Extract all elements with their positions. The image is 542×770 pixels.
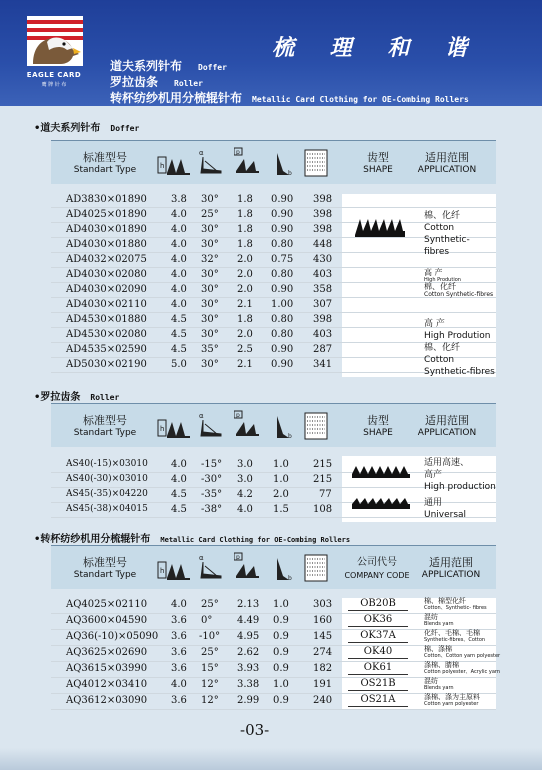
cell-rib: 0.90 — [271, 194, 294, 205]
cell-rib: 0.9 — [273, 647, 289, 658]
col-model-cn: 标准型号 — [83, 556, 127, 569]
cell-density: 108 — [313, 504, 333, 515]
col-application-cn: 适用范围 — [425, 414, 469, 427]
cell-angle: 35° — [201, 344, 219, 355]
cell-density: 215 — [313, 459, 333, 470]
tooth-angle-icon — [199, 410, 225, 440]
col-shape-cn: 齿型 — [367, 414, 389, 427]
col-application — [407, 151, 487, 177]
header-line-en: Doffer — [198, 63, 227, 72]
cell-model: AD3830×01890 — [66, 194, 147, 205]
cell-model: AQ3612×03090 — [66, 695, 148, 706]
tooth-angle-icon — [199, 552, 225, 582]
cell-rib: 1.0 — [273, 679, 289, 690]
cell-height: 4.5 — [171, 329, 187, 340]
cell-model: AD4030×02110 — [66, 299, 147, 310]
cell-height: 4.5 — [171, 344, 187, 355]
svg-text:α: α — [199, 412, 204, 420]
cell-angle: 25° — [201, 647, 219, 658]
cell-angle: 30° — [201, 359, 219, 370]
cell-height: 4.0 — [171, 299, 187, 310]
cell-pitch: 2.0 — [237, 329, 253, 340]
cell-rib: 0.9 — [273, 631, 289, 642]
cell-height: 4.5 — [171, 489, 187, 500]
header-line-en: Metallic Card Clothing for OE-Combing Rollers — [252, 95, 469, 104]
col-model — [65, 556, 145, 582]
cell-density: 403 — [313, 269, 333, 280]
cell-density: 160 — [313, 615, 333, 626]
cell-model: AD4030×01890 — [66, 224, 147, 235]
oe-application: 混纺 Blends yarn — [424, 613, 454, 627]
svg-text:h: h — [160, 567, 165, 575]
tooth-pitch-icon — [234, 147, 260, 177]
cell-pitch: 2.5 — [237, 344, 253, 355]
cell-rib: 1.5 — [273, 504, 289, 515]
header-title: 梳 理 和 谐 — [272, 36, 481, 61]
svg-text:α: α — [199, 554, 204, 562]
cell-rib: 1.0 — [273, 459, 289, 470]
brand-name: EAGLE CARD — [26, 71, 82, 79]
cell-height: 3.6 — [171, 647, 187, 658]
cell-density: 341 — [313, 359, 333, 370]
brand-name-cn: 鹰 牌 针 布 — [41, 82, 67, 88]
cell-rib: 0.80 — [271, 329, 294, 340]
col-model-en: Standart Type — [73, 428, 137, 438]
oe-application: 涤棉、涤为主原料 Cotton yarn polyester — [424, 693, 480, 707]
table-row — [51, 193, 496, 208]
cell-model: AS40(-30)×03010 — [66, 474, 148, 484]
col-model-en: Standart Type — [73, 165, 137, 175]
col-shape — [353, 414, 403, 440]
cell-model: AD5030×02190 — [66, 359, 147, 370]
cell-height: 4.5 — [171, 314, 187, 325]
cell-height: 3.8 — [171, 194, 187, 205]
cell-height: 4.0 — [171, 254, 187, 265]
cell-height: 5.0 — [171, 359, 187, 370]
cell-pitch: 4.0 — [237, 504, 253, 515]
cell-model: AS45(-35)×04220 — [66, 489, 148, 499]
cell-height: 3.6 — [171, 663, 187, 674]
tooth-angle-icon — [199, 147, 225, 177]
cell-pitch: 4.2 — [237, 489, 253, 500]
col-application-cn: 适用范围 — [429, 556, 473, 569]
cell-rib: 0.80 — [271, 314, 294, 325]
cell-rib: 2.0 — [273, 489, 289, 500]
cell-model: AS45(-38)×04015 — [66, 504, 148, 514]
company-code: OS21B — [348, 678, 408, 691]
cell-model: AD4530×02080 — [66, 329, 147, 340]
cell-pitch: 1.8 — [237, 209, 253, 220]
cell-rib: 1.00 — [271, 299, 294, 310]
cell-model: AQ4025×02110 — [66, 599, 148, 610]
cell-density: 403 — [313, 329, 333, 340]
cell-pitch: 2.99 — [237, 695, 260, 706]
cell-rib: 0.90 — [271, 284, 294, 295]
cell-model: AQ3600×04590 — [66, 615, 148, 626]
points-density-icon — [304, 554, 328, 582]
roller-tooth-shape-1-icon — [352, 464, 410, 478]
roller-table-header — [51, 403, 496, 447]
cell-density: 191 — [313, 679, 333, 690]
cell-density: 307 — [313, 299, 333, 310]
doffer-application-3: 高 产 High Prodution 棉、化纤 Cotton Synthetic-fibres — [424, 319, 495, 377]
section-title-en: Roller — [90, 393, 120, 402]
oe-application: 化纤、毛棉、毛棉 Synthetic-fibres、Cotton — [424, 629, 486, 643]
svg-text:p: p — [236, 554, 240, 561]
oe-application: 棉、涤棉 Cotton、Cotton yarn polyester — [424, 645, 501, 659]
cell-rib: 0.9 — [273, 615, 289, 626]
roller-section-title — [34, 388, 119, 403]
cell-model: AD4032×02075 — [66, 254, 147, 265]
cell-density: 77 — [319, 489, 332, 500]
col-application-en: APPLICATION — [417, 165, 477, 175]
cell-angle: 30° — [201, 299, 219, 310]
cell-pitch: 3.38 — [237, 679, 260, 690]
cell-rib: 1.0 — [273, 474, 289, 485]
col-model — [65, 414, 145, 440]
cell-model: AQ4012×03410 — [66, 679, 148, 690]
cell-rib: 1.0 — [273, 599, 289, 610]
cell-pitch: 4.49 — [237, 615, 260, 626]
rib-width-icon — [273, 554, 295, 584]
cell-angle: 12° — [201, 695, 219, 706]
cell-density: 448 — [313, 239, 333, 250]
cell-density: 358 — [313, 284, 333, 295]
cell-density: 303 — [313, 599, 333, 610]
cell-pitch: 1.8 — [237, 194, 253, 205]
col-model-en: Standart Type — [73, 570, 137, 580]
cell-pitch: 2.0 — [237, 254, 253, 265]
col-code-en: COMPANY CODE — [344, 571, 410, 580]
col-shape-en: SHAPE — [363, 428, 393, 438]
cell-pitch: 2.13 — [237, 599, 260, 610]
col-shape — [353, 151, 403, 177]
cell-angle: 30° — [201, 314, 219, 325]
col-model — [65, 151, 145, 177]
cell-density: 398 — [313, 194, 333, 205]
cell-pitch: 2.0 — [237, 269, 253, 280]
col-application-cn: 适用范围 — [425, 151, 469, 164]
doffer-tooth-shape-icon — [355, 215, 405, 237]
cell-pitch: 1.8 — [237, 239, 253, 250]
cell-pitch: 2.1 — [237, 359, 253, 370]
cell-rib: 0.90 — [271, 224, 294, 235]
header-line-cn: 道夫系列针布 — [110, 59, 183, 73]
cell-angle: 25° — [201, 599, 219, 610]
doffer-table-header — [51, 140, 496, 184]
cell-angle: 30° — [201, 194, 219, 205]
tooth-pitch-icon — [234, 410, 260, 440]
tooth-pitch-icon — [234, 552, 260, 582]
cell-pitch: 3.93 — [237, 663, 260, 674]
cell-height: 4.0 — [171, 239, 187, 250]
oe-application: 涤棉、腈棉 Cotton polyester、Acrylic yarn — [424, 661, 501, 675]
cell-pitch: 4.95 — [237, 631, 260, 642]
svg-text:p: p — [236, 412, 240, 419]
cell-model: AD4530×01880 — [66, 314, 147, 325]
doffer-application-1: 棉、化纤 Cotton Synthetic- fibres — [424, 211, 470, 257]
cell-model: AQ3615×03990 — [66, 663, 148, 674]
cell-height: 4.0 — [171, 459, 187, 470]
section-title-cn: •道夫系列针布 — [34, 123, 101, 134]
rib-width-icon — [273, 412, 295, 442]
cell-angle: 30° — [201, 239, 219, 250]
col-code-cn: 公司代号 — [357, 557, 397, 568]
cell-pitch: 3.0 — [237, 459, 253, 470]
cell-rib: 0.90 — [271, 209, 294, 220]
svg-text:p: p — [236, 149, 240, 156]
cell-height: 3.6 — [171, 615, 187, 626]
roller-application-2: 通用 Universal — [424, 498, 467, 520]
cell-density: 145 — [313, 631, 333, 642]
cell-height: 4.0 — [171, 679, 187, 690]
points-density-icon — [304, 412, 328, 440]
col-model-cn: 标准型号 — [83, 414, 127, 427]
company-code: OB20B — [348, 598, 408, 611]
cell-height: 3.6 — [171, 695, 187, 706]
header-line-cn: 罗拉齿条 — [110, 75, 159, 89]
cell-density: 398 — [313, 314, 333, 325]
company-code: OS21A — [348, 694, 408, 707]
cell-model: AD4030×01880 — [66, 239, 147, 250]
bottom-band — [0, 748, 542, 770]
col-shape-cn: 齿型 — [367, 151, 389, 164]
section-title-en: Metallic Card Clothing for OE-Combing Rollers — [160, 536, 351, 544]
cell-density: 215 — [313, 474, 333, 485]
cell-rib: 0.75 — [271, 254, 294, 265]
cell-angle: 0° — [201, 615, 213, 626]
cell-model: AD4535×02590 — [66, 344, 147, 355]
svg-text:h: h — [160, 162, 165, 170]
company-code: OK36 — [348, 614, 408, 627]
col-model-cn: 标准型号 — [83, 151, 127, 164]
doffer-application-2: 高 产 High Prodution 棉、化纤 Cotton Synthetic-fibres — [424, 268, 494, 298]
cell-angle: 30° — [201, 269, 219, 280]
svg-text:b: b — [288, 170, 292, 177]
header-line-cn: 转杯纺纱机用分梳辊针布 — [110, 91, 243, 105]
points-density-icon — [304, 149, 328, 177]
cell-rib: 0.90 — [271, 344, 294, 355]
cell-height: 3.6 — [171, 631, 187, 642]
company-code: OK40 — [348, 646, 408, 659]
page-header — [0, 0, 542, 106]
col-application-en: APPLICATION — [417, 428, 477, 438]
cell-angle: 12° — [201, 679, 219, 690]
cell-density: 274 — [313, 647, 333, 658]
table-row — [51, 298, 496, 313]
cell-pitch: 2.62 — [237, 647, 260, 658]
tooth-height-icon — [157, 414, 191, 440]
section-title-cn: •转杯纺纱机用分梳辊针布 — [34, 534, 151, 545]
company-code: OK61 — [348, 662, 408, 675]
cell-angle: -35° — [201, 489, 223, 500]
oe-table-header — [51, 545, 496, 589]
cell-angle: 15° — [201, 663, 219, 674]
cell-rib: 0.90 — [271, 359, 294, 370]
cell-rib: 0.9 — [273, 695, 289, 706]
cell-model: AD4030×02080 — [66, 269, 147, 280]
col-company-code — [341, 556, 413, 582]
cell-height: 4.5 — [171, 504, 187, 515]
cell-model: AQ3625×02690 — [66, 647, 148, 658]
cell-rib: 0.9 — [273, 663, 289, 674]
cell-height: 4.0 — [171, 284, 187, 295]
cell-pitch: 2.1 — [237, 299, 253, 310]
col-application — [413, 556, 489, 582]
cell-density: 182 — [313, 663, 333, 674]
cell-density: 287 — [313, 344, 333, 355]
cell-rib: 0.80 — [271, 269, 294, 280]
doffer-section-title — [34, 119, 139, 134]
cell-height: 4.0 — [171, 209, 187, 220]
cell-angle: 25° — [201, 209, 219, 220]
rib-width-icon — [273, 149, 295, 179]
col-application-en: APPLICATION — [421, 570, 481, 580]
cell-pitch: 1.8 — [237, 224, 253, 235]
cell-pitch: 1.8 — [237, 314, 253, 325]
cell-angle: 30° — [201, 224, 219, 235]
oe-application: 混纺 Blends yarn — [424, 677, 454, 691]
cell-density: 398 — [313, 224, 333, 235]
tooth-height-icon — [157, 151, 191, 177]
cell-rib: 0.80 — [271, 239, 294, 250]
cell-density: 240 — [313, 695, 333, 706]
col-shape-en: SHAPE — [363, 165, 393, 175]
svg-text:b: b — [288, 575, 292, 582]
page-number: -03- — [240, 721, 270, 739]
roller-application-1: 适用高速、 高产 High production — [424, 458, 496, 492]
section-title-en: Doffer — [110, 124, 140, 133]
cell-model: AD4030×02090 — [66, 284, 147, 295]
cell-model: AD4025×01890 — [66, 209, 147, 220]
cell-density: 398 — [313, 209, 333, 220]
tooth-height-icon — [157, 556, 191, 582]
cell-angle: 30° — [201, 284, 219, 295]
cell-pitch: 2.0 — [237, 284, 253, 295]
cell-angle: 32° — [201, 254, 219, 265]
cell-angle: -15° — [201, 459, 223, 470]
cell-angle: -38° — [201, 504, 223, 515]
oe-section-title — [34, 530, 350, 545]
roller-tooth-shape-2-icon — [352, 495, 410, 509]
svg-text:h: h — [160, 425, 165, 433]
company-code: OK37A — [348, 630, 408, 643]
cell-height: 4.0 — [171, 474, 187, 485]
svg-text:α: α — [199, 149, 204, 157]
cell-model: AS40(-15)×03010 — [66, 459, 148, 469]
cell-height: 4.0 — [171, 224, 187, 235]
cell-pitch: 3.0 — [237, 474, 253, 485]
cell-model: AQ36(-10)×05090 — [66, 631, 159, 642]
cell-height: 4.0 — [171, 269, 187, 280]
cell-height: 4.0 — [171, 599, 187, 610]
section-title-cn: •罗拉齿条 — [34, 392, 81, 403]
col-application — [407, 414, 487, 440]
cell-angle: 30° — [201, 329, 219, 340]
svg-text:b: b — [288, 433, 292, 440]
oe-application: 棉、棉型化纤 Cotton、Synthetic- fibres — [424, 597, 487, 611]
header-line-oe — [110, 87, 469, 106]
cell-angle: -30° — [201, 474, 223, 485]
cell-density: 430 — [313, 254, 333, 265]
header-line-en: Roller — [174, 79, 203, 88]
cell-angle: -10° — [199, 631, 221, 642]
